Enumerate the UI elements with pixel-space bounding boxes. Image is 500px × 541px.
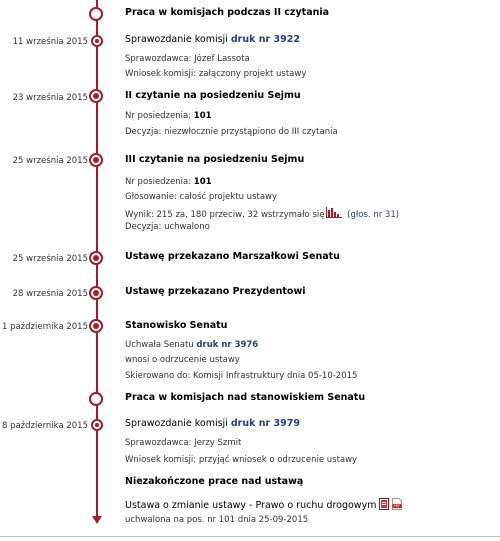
timeline-node bbox=[89, 251, 103, 265]
event-detail: Sprawozdawca: Józef Lassota bbox=[125, 54, 250, 64]
event-date: 8 października 2015 bbox=[1, 421, 88, 431]
event-detail: wnosi o odrzucenie ustawy bbox=[125, 355, 240, 365]
druk-link[interactable]: druk nr 3976 bbox=[196, 340, 259, 350]
svg-text:PDF: PDF bbox=[394, 504, 401, 509]
event-date: 28 września 2015 bbox=[12, 289, 88, 299]
druk-link[interactable]: druk nr 3922 bbox=[230, 34, 300, 45]
vote-result bbox=[125, 207, 399, 220]
nr-label: Nr posiedzenia: bbox=[125, 111, 194, 121]
event-title: Praca w komisjach nad stanowiskiem Senatu bbox=[125, 392, 366, 403]
event-detail: Sprawozdawca: Jerzy Szmit bbox=[125, 438, 242, 448]
event-title bbox=[125, 418, 300, 429]
vote-link[interactable]: (głos. nr 31) bbox=[347, 210, 400, 220]
event-title: Ustawę przekazano Prezydentowi bbox=[125, 286, 306, 297]
timeline-node bbox=[91, 419, 103, 431]
event-detail bbox=[125, 340, 258, 350]
nr-value: 101 bbox=[193, 111, 212, 121]
druk-link[interactable]: druk nr 3979 bbox=[230, 418, 300, 429]
event-title: Niezakończone prace nad ustawą bbox=[125, 476, 304, 487]
event-detail: Wniosek komisji: załączony projekt ustawy bbox=[125, 69, 307, 79]
event-title: Stanowisko Senatu bbox=[125, 320, 228, 331]
timeline-arrow-icon bbox=[92, 516, 102, 524]
vote-chart-icon[interactable] bbox=[326, 207, 342, 218]
event-title: II czytanie na posiedzeniu Sejmu bbox=[125, 90, 301, 101]
timeline-node-open bbox=[89, 7, 103, 21]
pdf-icon[interactable] bbox=[392, 498, 402, 510]
event-decision: Decyzja: niezwłocznie przystąpiono do III czytania bbox=[125, 127, 338, 137]
event-date: 25 września 2015 bbox=[12, 254, 88, 264]
timeline-node bbox=[89, 153, 103, 167]
event-date: 25 września 2015 bbox=[12, 156, 88, 166]
vote-result-text: Wynik: 215 za, 180 przeciw, 32 wstrzymało się bbox=[125, 210, 325, 220]
event-detail bbox=[125, 177, 212, 187]
event-title bbox=[125, 34, 300, 45]
timeline-node-open bbox=[89, 392, 103, 406]
event-title: III czytanie na posiedzeniu Sejmu bbox=[125, 154, 305, 165]
resolution-prefix: Uchwała Senatu bbox=[125, 340, 197, 350]
bottom-divider bbox=[0, 536, 500, 537]
final-act-subtitle: uchwalona na pos. nr 101 dnia 25-09-2015 bbox=[125, 515, 309, 525]
event-date: 11 września 2015 bbox=[12, 37, 88, 47]
event-detail bbox=[125, 111, 212, 121]
event-title: Ustawę przekazano Marszałkowi Senatu bbox=[125, 251, 340, 262]
final-act-title bbox=[125, 498, 402, 511]
title-prefix: Sprawozdanie komisji bbox=[125, 418, 231, 429]
title-prefix: Sprawozdanie komisji bbox=[125, 34, 231, 45]
timeline-node bbox=[89, 89, 103, 103]
event-detail: Skierowano do: Komisji Infrastruktury dnia 05-10-2015 bbox=[125, 371, 358, 381]
timeline-node bbox=[91, 35, 103, 47]
timeline-node bbox=[89, 286, 103, 300]
event-date: 23 września 2015 bbox=[12, 93, 88, 103]
document-icon[interactable] bbox=[379, 498, 389, 510]
event-date: 1 października 2015 bbox=[1, 322, 88, 332]
nr-value: 101 bbox=[193, 177, 212, 187]
final-act-link[interactable]: Ustawa o zmianie ustawy - Prawo o ruchu drogowym bbox=[125, 500, 377, 511]
event-title: Praca w komisjach podczas II czytania bbox=[125, 7, 330, 18]
nr-label: Nr posiedzenia: bbox=[125, 177, 194, 187]
vote-detail: Głosowanie: całość projektu ustawy bbox=[125, 192, 278, 202]
timeline-node bbox=[89, 319, 103, 333]
event-detail: Wniosek komisji: przyjąć wniosek o odrzucenie ustawy bbox=[125, 455, 358, 465]
event-decision: Decyzja: uchwalono bbox=[125, 222, 210, 232]
